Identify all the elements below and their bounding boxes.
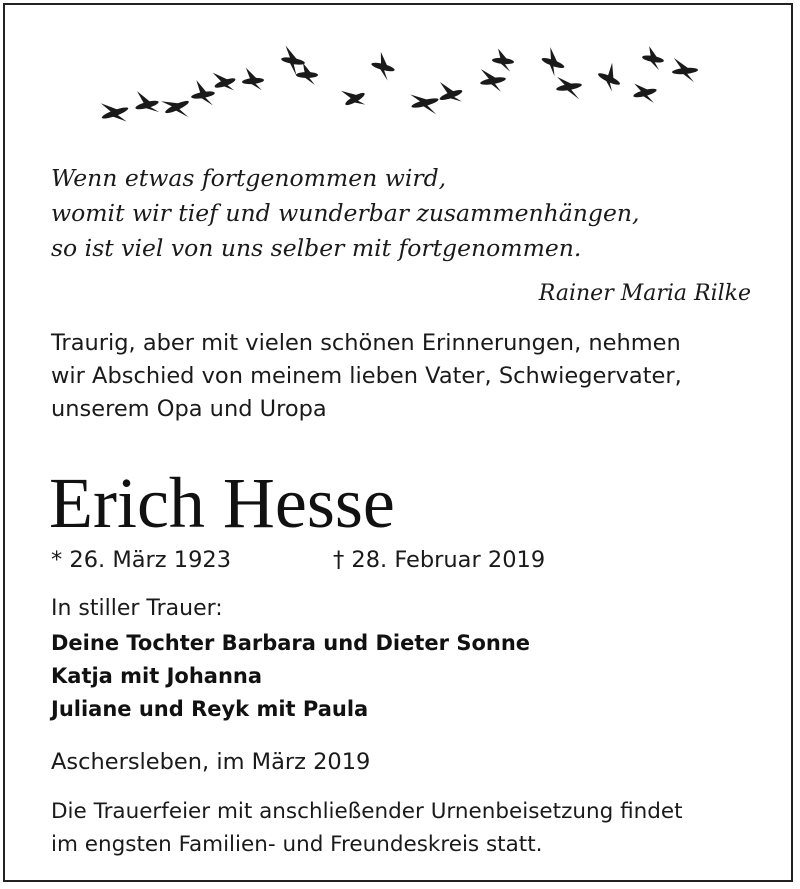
funeral-line: Die Trauerfeier mit anschließender Urnenbeisetzung findet bbox=[51, 799, 683, 824]
birth-date: * 26. März 1923 bbox=[51, 547, 232, 573]
deceased-name: Erich Hesse bbox=[49, 463, 395, 543]
death-date: † 28. Februar 2019 bbox=[333, 547, 546, 573]
mourners-label: In stiller Trauer: bbox=[51, 596, 223, 621]
intro-text bbox=[51, 327, 771, 426]
funeral-notice bbox=[51, 795, 683, 861]
life-dates bbox=[51, 547, 771, 581]
poem-quote bbox=[51, 161, 771, 266]
notice-frame bbox=[3, 3, 793, 882]
flying-cranes-icon bbox=[85, 35, 725, 145]
quote-author: Rainer Maria Rilke bbox=[538, 281, 751, 306]
funeral-line: im engsten Familien- und Freundeskreis statt. bbox=[51, 832, 543, 857]
place-and-date: Aschersleben, im März 2019 bbox=[51, 749, 371, 775]
quote-line: so ist viel von uns selber mit fortgenommen. bbox=[51, 234, 582, 262]
mourner-name: Deine Tochter Barbara und Dieter Sonne bbox=[51, 631, 531, 655]
intro-line: wir Abschied von meinem lieben Vater, Schwiegervater, bbox=[51, 363, 682, 389]
mourner-name: Katja mit Johanna bbox=[51, 664, 263, 688]
intro-line: Traurig, aber mit vielen schönen Erinnerungen, nehmen bbox=[51, 330, 681, 356]
quote-line: womit wir tief und wunderbar zusammenhängen, bbox=[51, 199, 640, 227]
quote-line: Wenn etwas fortgenommen wird, bbox=[51, 164, 447, 192]
intro-line: unserem Opa und Uropa bbox=[51, 396, 327, 422]
mourners-list bbox=[51, 627, 530, 726]
mourner-name: Juliane und Reyk mit Paula bbox=[51, 697, 369, 721]
